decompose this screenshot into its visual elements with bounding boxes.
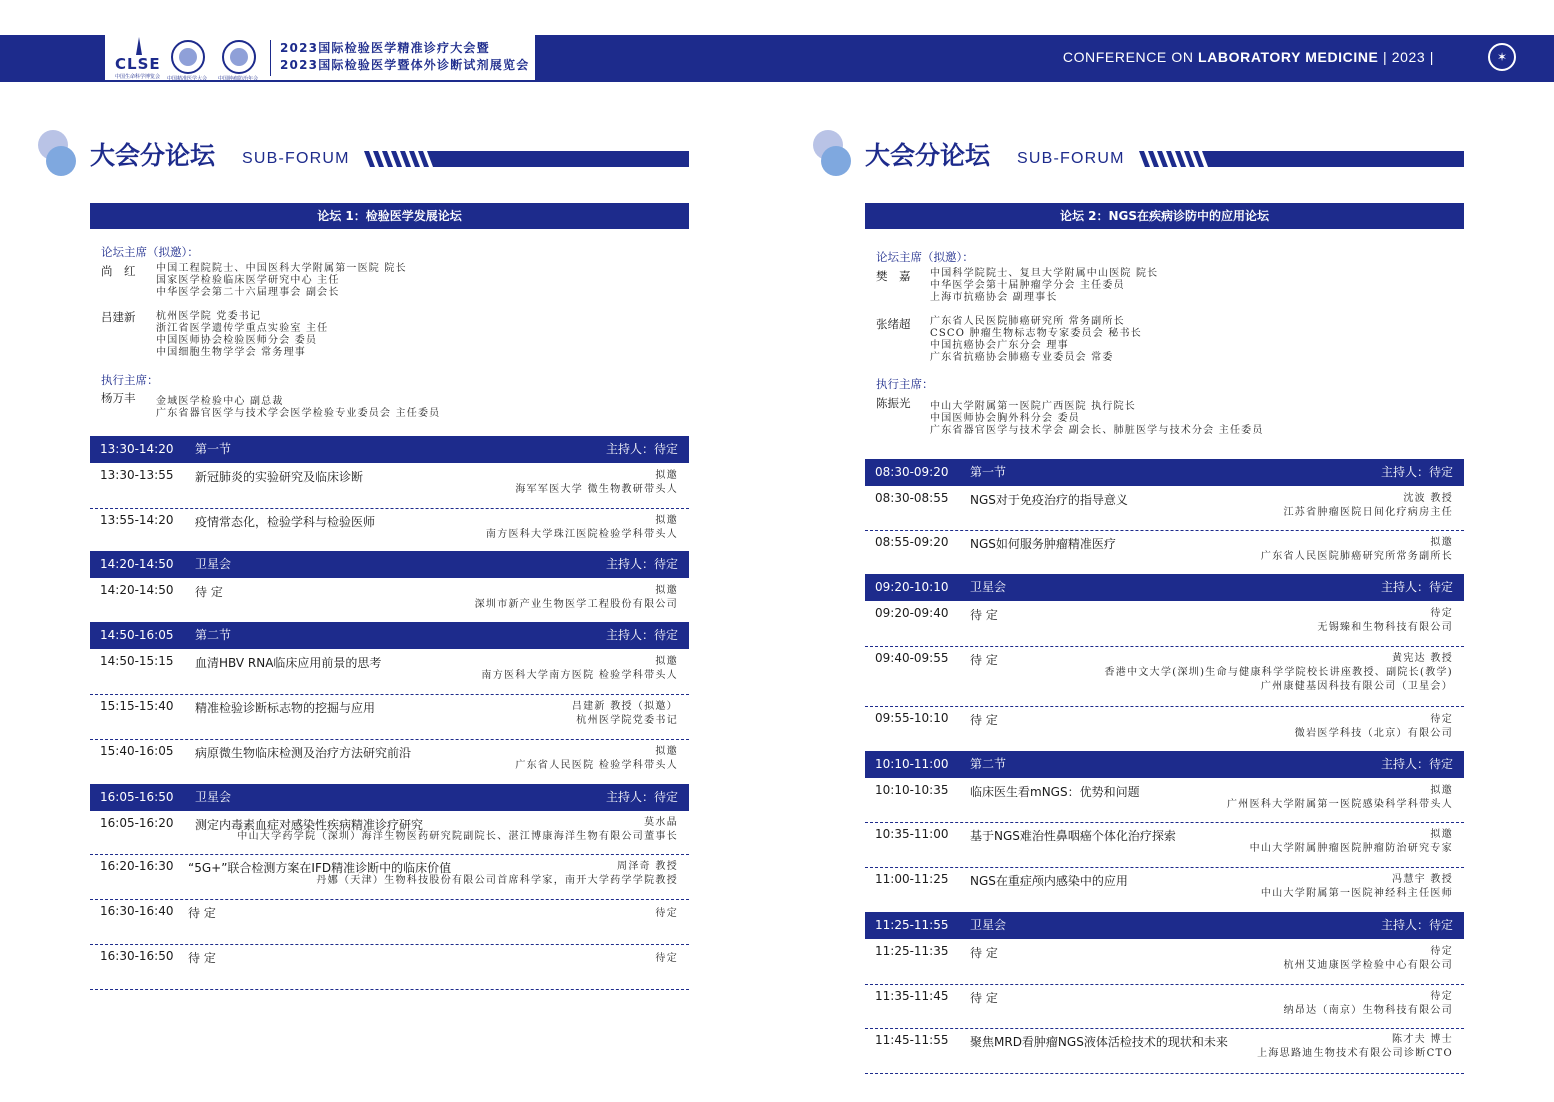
- oncology-logo: [222, 40, 256, 74]
- talk-time: 10:10-10:35: [875, 783, 949, 797]
- chair-titles: 广东省人民医院肺癌研究所 常务副所长 CSCO 肿瘤生物标志物专家委员会 秘书长 中国抗癌协会广东分会 理事 广东省抗癌协会肺癌专业委员会 常委: [930, 316, 1142, 363]
- talk-speaker: 周泽奇 教授 丹娜（天津）生物科技股份有限公司首席科学家，南开大学药学学院教授: [316, 861, 678, 886]
- session-header: [90, 622, 689, 649]
- talk-topic: “5G+”联合检测方案在IFD精准诊断中的临床价值: [188, 861, 452, 875]
- bubble-icon: [821, 146, 851, 176]
- session-time: 14:50-16:05: [100, 628, 174, 642]
- talk-speaker: 待定 纳昂达（南京）生物科技有限公司: [1283, 991, 1453, 1016]
- exec-label: 执行主席：: [101, 373, 159, 387]
- chair-name: 樊 嘉: [876, 269, 911, 283]
- talk-time: 16:30-16:50: [100, 949, 174, 963]
- talk-row: [865, 601, 1464, 647]
- talk-row: [865, 939, 1464, 985]
- talk-time: 11:00-11:25: [875, 872, 949, 886]
- talk-row: [865, 984, 1464, 1029]
- talk-time: 09:55-10:10: [875, 711, 949, 725]
- talk-topic: 新冠肺炎的实验研究及临床诊断: [195, 470, 364, 484]
- talk-time: 15:40-16:05: [100, 744, 174, 758]
- talk-row: [865, 822, 1464, 868]
- heading-stripe-bar: [364, 151, 689, 167]
- session-host: 主持人：待定: [1380, 580, 1453, 594]
- heading-subtitle: SUB-FORUM: [1017, 150, 1125, 167]
- session-host: 主持人：待定: [605, 557, 678, 571]
- heading-title: 大会分论坛: [90, 141, 216, 170]
- talk-time: 13:55-14:20: [100, 513, 174, 527]
- tower-icon: [129, 37, 149, 55]
- talk-row: [865, 1028, 1464, 1074]
- talk-time: 09:40-09:55: [875, 651, 949, 665]
- talk-topic: 病原微生物临床检测及治疗方法研究前沿: [195, 746, 412, 760]
- session-host: 主持人：待定: [605, 790, 678, 804]
- talk-row: [865, 778, 1464, 823]
- talk-time: 08:55-09:20: [875, 535, 949, 549]
- session-header: [865, 459, 1464, 486]
- talk-topic: 待 定: [970, 946, 998, 960]
- talk-topic: 待 定: [195, 585, 223, 599]
- talk-row: [865, 486, 1464, 531]
- talk-topic: 测定内毒素血症对感染性疾病精准诊疗研究: [195, 818, 424, 832]
- session-name: 卫星会: [970, 918, 1007, 932]
- banner-right-block: [535, 35, 1554, 82]
- conference-title: [280, 40, 529, 74]
- heading-subtitle: SUB-FORUM: [242, 150, 350, 167]
- talk-speaker: 拟邀 广州医科大学附属第一医院感染科学科带头人: [1227, 785, 1453, 810]
- talk-speaker: 拟邀 中山大学附属肿瘤医院肿瘤防治研究专家: [1249, 829, 1453, 854]
- exec-titles: 金域医学检验中心 副总裁 广东省器官医学与技术学会医学检验专业委员会 主任委员: [156, 396, 441, 419]
- banner-left-block: [0, 35, 105, 82]
- talk-topic: 待 定: [970, 713, 998, 727]
- left-heading: [38, 130, 698, 180]
- session-time: 14:20-14:50: [100, 557, 174, 571]
- talk-topic: 聚焦MRD看肿瘤NGS液体活检技术的现状和未来: [970, 1035, 1228, 1049]
- talk-row: [90, 649, 689, 695]
- talk-time: 13:30-13:55: [100, 468, 174, 482]
- talk-topic: 临床医生看mNGS：优势和问题: [970, 785, 1140, 799]
- session-time: 13:30-14:20: [100, 442, 174, 456]
- talk-row: [90, 578, 689, 622]
- conf-bold: LABORATORY MEDICINE: [1198, 49, 1379, 65]
- talk-speaker: 拟邀 深圳市新产业生物医学工程股份有限公司: [474, 585, 678, 610]
- top-banner: [0, 35, 1554, 82]
- talk-speaker: 待定 微岩医学科技（北京）有限公司: [1294, 714, 1453, 739]
- logo-caption-1: 中国生命科学博览会: [115, 74, 161, 80]
- talk-row: [865, 530, 1464, 574]
- talk-time: 16:20-16:30: [100, 859, 174, 873]
- forum-title-bar: 论坛 2：NGS在疾病诊防中的应用论坛: [865, 203, 1464, 229]
- session-host: 主持人：待定: [1380, 465, 1453, 479]
- talk-row: [90, 811, 689, 855]
- logo-divider: [270, 40, 271, 76]
- talk-speaker: 冯慧宇 教授 中山大学附属第一医院神经科主任医师: [1260, 874, 1453, 899]
- session-name: 第二节: [195, 628, 232, 642]
- talk-speaker: 拟邀 广东省人民医院 检验学科带头人: [515, 746, 678, 771]
- talk-row: [90, 694, 689, 740]
- session-time: 08:30-09:20: [875, 465, 949, 479]
- session-name: 第二节: [970, 757, 1007, 771]
- session-time: 09:20-10:10: [875, 580, 949, 594]
- session-header: [865, 574, 1464, 601]
- conference-title-line1: 2023国际检验医学精准诊疗大会暨: [280, 41, 490, 55]
- talk-row: [90, 899, 689, 945]
- conf-suffix: | 2023 |: [1378, 49, 1434, 65]
- session-header: [90, 784, 689, 811]
- session-name: 第一节: [970, 465, 1007, 479]
- chair-label: 论坛主席（拟邀）：: [876, 250, 974, 264]
- talk-row: [865, 646, 1464, 707]
- logo-caption-2: 中国精准医学大会: [167, 76, 208, 82]
- talk-topic: 待 定: [970, 608, 998, 622]
- talk-time: 08:30-08:55: [875, 491, 949, 505]
- talk-time: 11:35-11:45: [875, 989, 949, 1003]
- talk-time: 10:35-11:00: [875, 827, 949, 841]
- exec-titles: 中山大学附属第一医院广西医院 执行院长 中国医师协会胸外科分会 委员 广东省器官医学与技术学会 副会长、肺脏医学与技术分会 主任委员: [930, 401, 1264, 436]
- talk-time: 16:05-16:20: [100, 816, 174, 830]
- chair-name: 尚 红: [101, 264, 136, 278]
- right-heading: [813, 130, 1473, 180]
- chair-name: 张绪超: [876, 317, 911, 331]
- talk-topic: 血清HBV RNA临床应用前景的思考: [195, 656, 382, 670]
- talk-row: [90, 854, 689, 900]
- bubble-icon: [46, 146, 76, 176]
- chair-titles: 中国科学院院士、复旦大学附属中山医院 院长 中华医学会第十届肿瘤学分会 主任委员 上海市抗癌协会 副理事长: [930, 268, 1159, 303]
- talk-time: 11:25-11:35: [875, 944, 949, 958]
- talk-speaker: 拟邀 南方医科大学南方医院 检验学科带头人: [481, 656, 678, 681]
- talk-topic: 待 定: [970, 991, 998, 1005]
- talk-time: 14:50-15:15: [100, 654, 174, 668]
- talk-time: 15:15-15:40: [100, 699, 174, 713]
- heading-stripe-bar: [1139, 151, 1464, 167]
- talk-row: [90, 508, 689, 552]
- talk-row: [90, 739, 689, 784]
- conference-title-line2: 2023国际检验医学暨体外诊断试剂展览会: [280, 58, 530, 72]
- talk-speaker: 拟邀 广东省人民医院肺癌研究所常务副所长: [1260, 537, 1453, 562]
- exec-name: 杨万丰: [101, 391, 136, 405]
- talk-topic: NGS在重症颅内感染中的应用: [970, 874, 1128, 888]
- chair-titles: 中国工程院院士、中国医科大学附属第一医院 院长 国家医学检验临床医学研究中心 主任 中华医学会第二十六届理事会 副会长: [156, 263, 407, 298]
- talk-speaker: 沈波 教授 江苏省肿瘤医院日间化疗病房主任: [1283, 493, 1453, 518]
- talk-time: 09:20-09:40: [875, 606, 949, 620]
- conf-prefix: CONFERENCE ON: [1062, 49, 1199, 65]
- talk-speaker: 莫水晶 中山大学药学院（深圳）海洋生物医药研究院副院长、湛江博康海洋生物有限公司董事长: [237, 817, 678, 842]
- logo-strip: [105, 35, 535, 82]
- precision-medicine-logo: [171, 40, 205, 74]
- talk-speaker: 待定 杭州艾迪康医学检验中心有限公司: [1283, 946, 1453, 971]
- session-header: [90, 436, 689, 463]
- session-header: [90, 551, 689, 578]
- talk-speaker: 陈才夫 博士 上海思路迪生物技术有限公司诊断CTO: [1257, 1034, 1453, 1059]
- dna-icon: ✶: [1488, 43, 1516, 71]
- talk-topic: 待 定: [970, 653, 998, 667]
- talk-topic: NGS对于免疫治疗的指导意义: [970, 493, 1128, 507]
- talk-time: 16:30-16:40: [100, 904, 174, 918]
- session-name: 卫星会: [195, 557, 232, 571]
- chair-name: 吕建新: [101, 310, 136, 324]
- talk-speaker: 拟邀 南方医科大学珠江医院检验学科带头人: [485, 515, 678, 540]
- session-name: 卫星会: [195, 790, 232, 804]
- talk-speaker: 拟邀 海军军医大学 微生物教研带头人: [515, 470, 678, 495]
- forum-title-bar: 论坛 1：检验医学发展论坛: [90, 203, 689, 229]
- talk-time: 14:20-14:50: [100, 583, 174, 597]
- talk-speaker: 待定 无锡臻和生物科技有限公司: [1317, 608, 1453, 633]
- talk-speaker: 待定: [655, 953, 678, 964]
- session-time: 11:25-11:55: [875, 918, 949, 932]
- session-host: 主持人：待定: [605, 628, 678, 642]
- session-name: 第一节: [195, 442, 232, 456]
- session-name: 卫星会: [970, 580, 1007, 594]
- talk-topic: 待 定: [188, 906, 216, 920]
- session-header: [865, 751, 1464, 778]
- session-header: [865, 912, 1464, 939]
- exec-label: 执行主席：: [876, 377, 934, 391]
- session-host: 主持人：待定: [1380, 918, 1453, 932]
- talk-row: [90, 944, 689, 990]
- talk-topic: NGS如何服务肿瘤精准医疗: [970, 537, 1116, 551]
- session-host: 主持人：待定: [1380, 757, 1453, 771]
- exec-name: 陈振光: [876, 396, 911, 410]
- talk-topic: 精准检验诊断标志物的挖掘与应用: [195, 701, 376, 715]
- session-time: 16:05-16:50: [100, 790, 174, 804]
- talk-topic: 待 定: [188, 951, 216, 965]
- clse-logo: [115, 37, 165, 79]
- talk-row: [865, 867, 1464, 912]
- heading-title: 大会分论坛: [865, 141, 991, 170]
- talk-speaker: 吕建新 教授（拟邀） 杭州医学院党委书记: [571, 701, 678, 726]
- chair-titles: 杭州医学院 党委书记 浙江省医学遗传学重点实验室 主任 中国医师协会检验医师分会 委员 中国细胞生物学学会 常务理事: [156, 311, 329, 358]
- logo-caption-3: 中国肿瘤防治年会: [218, 76, 259, 82]
- talk-speaker: 黄宪达 教授 香港中文大学(深圳)生命与健康科学学院校长讲座教授、副院长(教学) 广州康健基因科技有限公司（卫星会）: [1104, 653, 1453, 692]
- talk-topic: 疫情常态化，检验学科与检验医师: [195, 515, 376, 529]
- conference-english-title: [1063, 49, 1434, 65]
- talk-topic: 基于NGS难治性鼻咽癌个体化治疗探索: [970, 829, 1176, 843]
- logo-text: CLSE: [115, 55, 161, 73]
- talk-time: 11:45-11:55: [875, 1033, 949, 1047]
- talk-speaker: 待定: [655, 908, 678, 919]
- session-time: 10:10-11:00: [875, 757, 949, 771]
- session-host: 主持人：待定: [605, 442, 678, 456]
- talk-row: [90, 463, 689, 509]
- talk-row: [865, 706, 1464, 750]
- chair-label: 论坛主席（拟邀）：: [101, 245, 199, 259]
